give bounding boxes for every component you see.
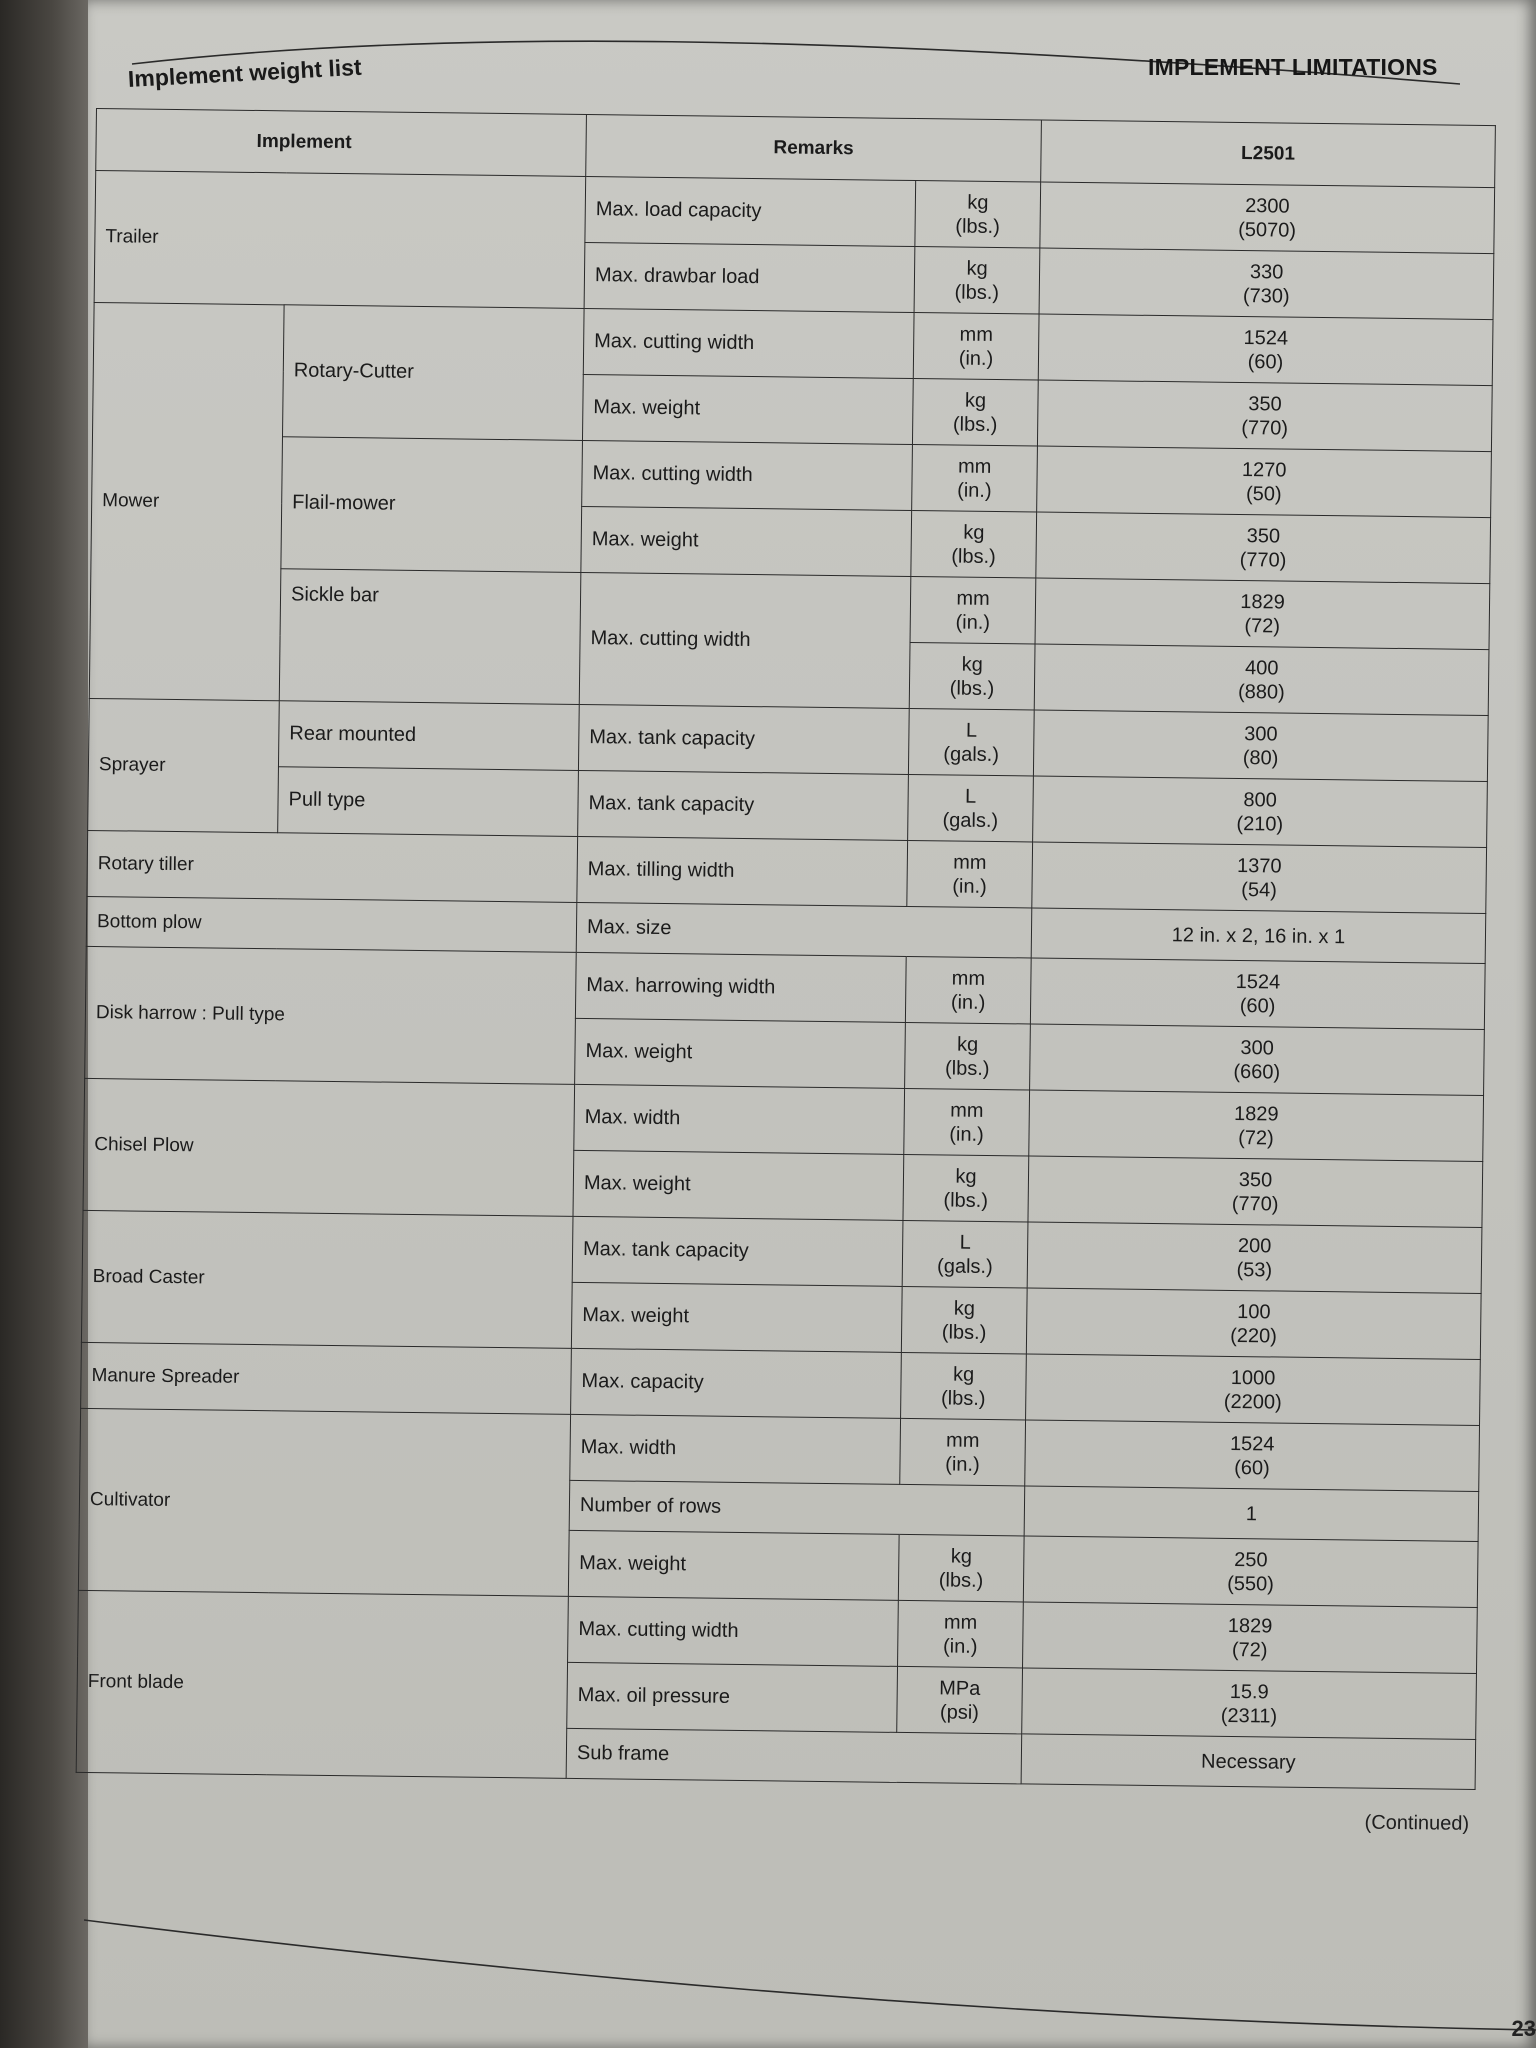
unit-cell: mm (in.) [913,313,1039,381]
page-number: 23 [1511,2016,1536,2041]
value-cell: 1524 (60) [1038,314,1493,386]
remark-label: Number of rows [569,1480,900,1534]
unit-cell: L (gals.) [908,774,1034,842]
unit-cell: kg (lbs.) [915,181,1041,249]
value-cell: 350 (770) [1037,380,1492,452]
value-cell: 200 (53) [1027,1222,1482,1294]
unit-cell: mm (in.) [907,840,1033,908]
value-cell: 400 (880) [1034,644,1489,716]
implement-mower: Mower [89,302,284,700]
value-cell: 2300 (5070) [1040,182,1495,254]
sub-implement-flail-mower: Flail-mower [281,437,583,573]
implement-cultivator: Cultivator [78,1408,570,1596]
unit-cell: mm (in.) [904,1088,1030,1156]
unit-cell-empty [906,906,1032,958]
value-cell: 1370 (54) [1032,842,1487,914]
continued-note: (Continued) [1364,1811,1470,1835]
remark-label: Max. width [574,1084,905,1154]
header-remarks: Remarks [586,114,1042,182]
remark-label: Max. drawbar load [584,242,915,312]
unit-cell: MPa (psi) [897,1666,1023,1734]
remark-label: Max. weight [582,374,913,444]
remark-label: Max. weight [568,1530,899,1600]
remark-label: Max. weight [571,1282,902,1352]
implement-table-sheet [76,108,1496,1835]
value-cell: 1524 (60) [1025,1420,1480,1492]
unit-cell: kg (lbs.) [911,510,1037,578]
header-model: L2501 [1041,120,1496,188]
value-cell: 1829 (72) [1035,578,1490,650]
value-cell: 12 in. x 2, 16 in. x 1 [1031,908,1486,964]
implement-trailer: Trailer [94,171,586,309]
value-cell: 15.9 (2311) [1022,1668,1477,1740]
value-cell: 1524 (60) [1030,958,1485,1030]
value-cell: 1000 (2200) [1026,1354,1481,1426]
implement-sprayer: Sprayer [88,698,280,832]
sub-implement-pull-type: Pull type [278,767,579,837]
unit-cell: kg (lbs.) [901,1352,1027,1420]
implement-chisel-plow: Chisel Plow [83,1078,575,1216]
section-title: IMPLEMENT LIMITATIONS [1148,54,1438,80]
remark-label: Max. tilling width [577,836,908,906]
value-cell: 330 (730) [1039,248,1494,320]
implement-bottom-plow: Bottom plow [86,896,577,952]
remark-label: Max. oil pressure [567,1662,898,1732]
implement-rotary-tiller: Rotary tiller [87,830,578,902]
implement-broad-caster: Broad Caster [81,1210,573,1348]
unit-cell: kg (lbs.) [905,1022,1031,1090]
value-cell: 300 (80) [1033,710,1488,782]
remark-label: Max. load capacity [585,176,916,246]
unit-cell: kg (lbs.) [909,642,1035,710]
unit-cell-empty [899,1484,1025,1536]
implement-manure-spreader: Manure Spreader [81,1342,572,1414]
unit-cell: mm (in.) [898,1600,1024,1668]
unit-cell: mm (in.) [912,444,1038,512]
remark-label: Max. cutting width [583,308,914,378]
book-spine [0,0,88,2048]
remark-label: Max. size [576,902,907,956]
value-cell: 1829 (72) [1029,1090,1484,1162]
value-cell: 1 [1024,1486,1479,1542]
implement-front-blade: Front blade [76,1590,568,1778]
value-cell: 100 (220) [1026,1288,1481,1360]
sub-implement-rear-mounted: Rear mounted [278,701,579,771]
remark-label: Max. cutting width [579,572,911,708]
remark-label: Max. cutting width [582,440,913,510]
list-title: Implement weight list [127,53,363,92]
remark-label: Max. weight [575,1018,906,1088]
unit-cell: mm (in.) [910,576,1036,644]
unit-cell: L (gals.) [908,708,1034,776]
unit-cell-empty [896,1732,1022,1784]
unit-cell: kg (lbs.) [903,1154,1029,1222]
unit-cell: L (gals.) [902,1220,1028,1288]
remark-label: Max. weight [581,506,912,576]
remark-label: Max. tank capacity [578,704,909,774]
value-cell: 350 (770) [1028,1156,1483,1228]
value-cell: 1829 (72) [1023,1602,1478,1674]
unit-cell: kg (lbs.) [912,379,1038,447]
sub-implement-sickle-bar: Sickle bar [279,569,581,705]
remark-label: Max. capacity [571,1348,902,1418]
value-cell: 1270 (50) [1037,446,1492,518]
implement-weight-table [76,108,1496,1790]
value-cell: 300 (660) [1030,1024,1485,1096]
bottom-rule [84,1880,1536,2048]
remark-label: Sub frame [566,1728,897,1782]
remark-label: Max. weight [573,1150,904,1220]
unit-cell: kg (lbs.) [901,1286,1027,1354]
unit-cell: mm (in.) [905,956,1031,1024]
sub-implement-rotary-cutter: Rotary-Cutter [282,305,584,441]
value-cell: 800 (210) [1033,776,1488,848]
remark-label: Max. harrowing width [575,952,906,1022]
remark-label: Max. tank capacity [578,770,909,840]
unit-cell: kg (lbs.) [898,1534,1024,1602]
unit-cell: mm (in.) [900,1418,1026,1486]
value-cell: 350 (770) [1036,512,1491,584]
remark-label: Max. cutting width [568,1596,899,1666]
unit-cell: kg (lbs.) [914,247,1040,315]
implement-disk-harrow: Disk harrow : Pull type [85,946,577,1084]
value-cell: Necessary [1021,1734,1476,1790]
remark-label: Max. tank capacity [572,1216,903,1286]
remark-label: Max. width [570,1414,901,1484]
value-cell: 250 (550) [1023,1536,1478,1608]
header-implement: Implement [96,109,587,177]
